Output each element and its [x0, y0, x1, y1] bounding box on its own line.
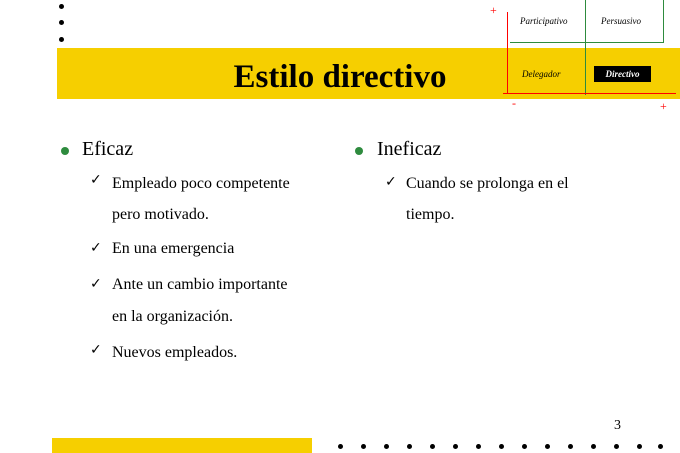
decorative-dot — [453, 444, 458, 449]
list-item-line: Empleado poco competente — [112, 175, 290, 192]
matrix-cell-participativo: Participativo — [520, 16, 568, 26]
decorative-dot — [430, 444, 435, 449]
decorative-dot — [338, 444, 343, 449]
list-item-line: Cuando se prolonga en el — [406, 175, 569, 192]
axis-mark-bottom-right: + — [660, 99, 667, 113]
axis-horizontal — [503, 93, 676, 94]
slide-title: Estilo directivo — [233, 59, 447, 95]
list-item-line: en la organización. — [112, 308, 233, 325]
matrix-cell-persuasivo: Persuasivo — [601, 16, 641, 26]
footer-band — [52, 438, 312, 453]
left-heading: Eficaz — [82, 138, 134, 160]
decorative-dot — [59, 37, 64, 42]
matrix-border-right — [663, 0, 664, 43]
decorative-dot — [658, 444, 663, 449]
decorative-dot — [591, 444, 596, 449]
axis-mark-top: + — [490, 3, 497, 17]
check-icon: ✓ — [90, 342, 102, 358]
decorative-dot — [384, 444, 389, 449]
axis-mark-bottom-left: - — [512, 96, 516, 110]
matrix-divider-horizontal — [510, 42, 664, 43]
decorative-dot — [59, 4, 64, 9]
page-number: 3 — [614, 418, 621, 433]
list-item-line: Nuevos empleados. — [112, 344, 238, 361]
list-item-line: Ante un cambio importante — [112, 276, 288, 293]
decorative-dot — [522, 444, 527, 449]
check-icon: ✓ — [90, 276, 102, 292]
list-item-line: pero motivado. — [112, 206, 209, 223]
decorative-dot — [499, 444, 504, 449]
matrix-cell-delegador: Delegador — [522, 69, 561, 79]
matrix-divider-vertical — [585, 0, 586, 95]
decorative-dot — [545, 444, 550, 449]
decorative-dot — [637, 444, 642, 449]
check-icon: ✓ — [90, 172, 102, 188]
list-item-line: En una emergencia — [112, 240, 235, 257]
matrix-cell-directivo: Directivo — [594, 66, 651, 82]
check-icon: ✓ — [385, 174, 397, 190]
check-icon: ✓ — [90, 240, 102, 256]
decorative-dot — [614, 444, 619, 449]
decorative-dot — [59, 20, 64, 25]
decorative-dot — [568, 444, 573, 449]
bullet-icon — [355, 147, 363, 155]
decorative-dot — [476, 444, 481, 449]
right-heading: Ineficaz — [377, 138, 442, 160]
bullet-icon — [61, 147, 69, 155]
decorative-dot — [407, 444, 412, 449]
axis-vertical — [507, 12, 508, 94]
decorative-dot — [361, 444, 366, 449]
list-item-line: tiempo. — [406, 206, 455, 223]
